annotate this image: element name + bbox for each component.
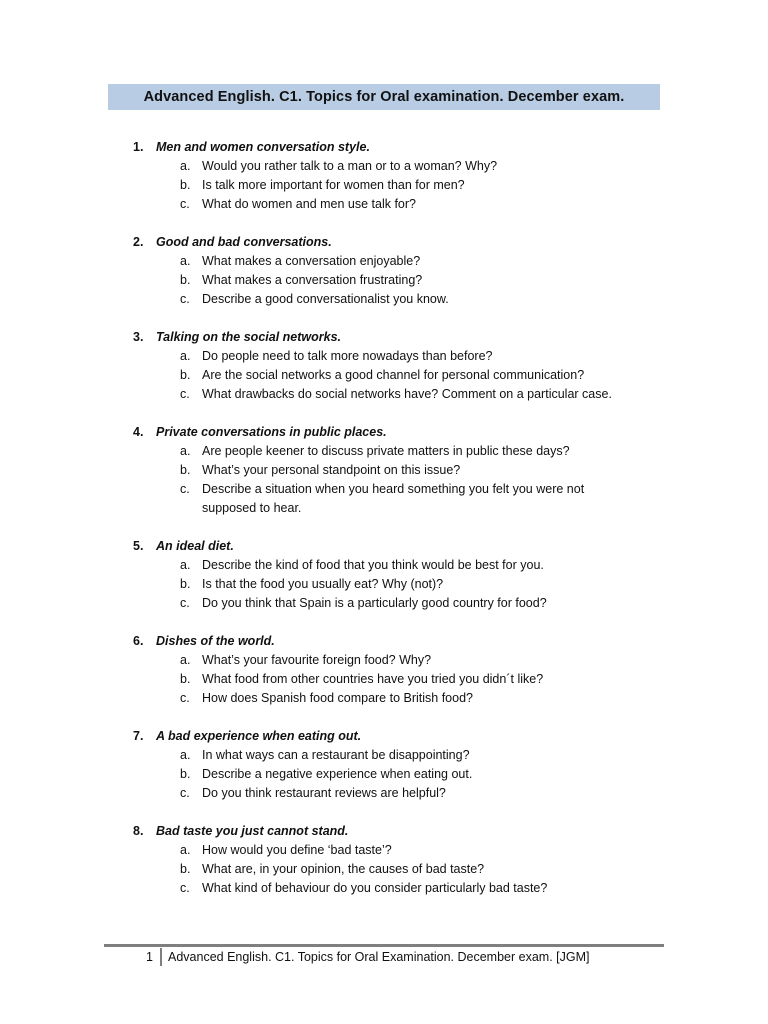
question-letter: b. xyxy=(180,672,191,686)
topic-item xyxy=(0,233,768,309)
document-title: Advanced English. C1. Topics for Oral examination. December exam. xyxy=(108,84,660,110)
question-item xyxy=(0,157,768,176)
question-letter: c. xyxy=(180,482,190,496)
topic-number: 7. xyxy=(133,729,144,743)
question-text: Do you think that Spain is a particularly good country for food? xyxy=(202,596,547,610)
question-letter: b. xyxy=(180,368,191,382)
question-letter: b. xyxy=(180,862,191,876)
question-letter: a. xyxy=(180,843,191,857)
question-text: Would you rather talk to a man or to a woman? Why? xyxy=(202,159,498,173)
question-letter: a. xyxy=(180,254,191,268)
question-item xyxy=(0,670,768,689)
question-item xyxy=(0,442,768,461)
question-text: What makes a conversation enjoyable? xyxy=(202,254,421,268)
topic-item xyxy=(0,423,768,518)
topic-title: An ideal diet. xyxy=(156,539,234,553)
question-text: What’s your personal standpoint on this issue? xyxy=(202,463,461,477)
question-text: Are the social networks a good channel for personal communication? xyxy=(202,368,585,382)
page-footer xyxy=(104,948,664,966)
question-letter: b. xyxy=(180,273,191,287)
question-item xyxy=(0,575,768,594)
question-item xyxy=(0,784,768,803)
question-text: Do you think restaurant reviews are helpful? xyxy=(202,786,446,800)
topic-number: 2. xyxy=(133,235,144,249)
question-text: Is talk more important for women than for men? xyxy=(202,178,465,192)
question-item xyxy=(0,461,768,480)
question-text: How does Spanish food compare to British food? xyxy=(202,691,473,705)
topic-list xyxy=(0,138,768,917)
question-text: What do women and men use talk for? xyxy=(202,197,417,211)
question-letter: a. xyxy=(180,444,191,458)
question-text: Describe a situation when you heard something you felt you were not supposed to hear. xyxy=(202,482,585,515)
question-letter: b. xyxy=(180,463,191,477)
question-letter: a. xyxy=(180,159,191,173)
question-item xyxy=(0,765,768,784)
topic-number: 8. xyxy=(133,824,144,838)
topic-item xyxy=(0,632,768,708)
question-list xyxy=(0,347,768,404)
question-letter: a. xyxy=(180,653,191,667)
question-item xyxy=(0,746,768,765)
question-list xyxy=(0,157,768,214)
footer-separator xyxy=(160,948,162,966)
question-item xyxy=(0,841,768,860)
topic-number: 3. xyxy=(133,330,144,344)
question-text: What makes a conversation frustrating? xyxy=(202,273,423,287)
question-text: Describe a good conversationalist you know. xyxy=(202,292,449,306)
topic-title: Talking on the social networks. xyxy=(156,330,341,344)
question-letter: c. xyxy=(180,881,190,895)
question-item xyxy=(0,594,768,613)
topic-title: Good and bad conversations. xyxy=(156,235,332,249)
question-item xyxy=(0,290,768,309)
topic-title: Bad taste you just cannot stand. xyxy=(156,824,349,838)
question-item xyxy=(0,651,768,670)
question-list xyxy=(0,841,768,898)
question-item xyxy=(0,879,768,898)
question-text: What are, in your opinion, the causes of bad taste? xyxy=(202,862,485,876)
footer-divider xyxy=(104,944,664,947)
question-text: What food from other countries have you tried you didn´t like? xyxy=(202,672,544,686)
topic-number: 4. xyxy=(133,425,144,439)
question-item xyxy=(0,385,768,404)
topic-item xyxy=(0,537,768,613)
question-text: In what ways can a restaurant be disappointing? xyxy=(202,748,470,762)
question-list xyxy=(0,252,768,309)
question-item xyxy=(0,556,768,575)
question-list xyxy=(0,651,768,708)
question-letter: b. xyxy=(180,577,191,591)
question-item xyxy=(0,271,768,290)
question-letter: a. xyxy=(180,558,191,572)
question-letter: c. xyxy=(180,387,190,401)
question-text: Describe a negative experience when eating out. xyxy=(202,767,473,781)
question-item xyxy=(0,860,768,879)
question-letter: a. xyxy=(180,349,191,363)
page-number: 1 xyxy=(146,950,153,964)
topic-title: Private conversations in public places. xyxy=(156,425,387,439)
question-text: Describe the kind of food that you think would be best for you. xyxy=(202,558,544,572)
question-item xyxy=(0,480,768,518)
question-item xyxy=(0,195,768,214)
question-item xyxy=(0,689,768,708)
question-list xyxy=(0,556,768,613)
topic-number: 5. xyxy=(133,539,144,553)
topic-item xyxy=(0,822,768,898)
topic-number: 1. xyxy=(133,140,144,154)
topic-title: Dishes of the world. xyxy=(156,634,275,648)
question-item xyxy=(0,347,768,366)
topic-number: 6. xyxy=(133,634,144,648)
question-text: What drawbacks do social networks have? Comment on a particular case. xyxy=(202,387,612,401)
topic-item xyxy=(0,328,768,404)
topic-item xyxy=(0,138,768,214)
question-letter: c. xyxy=(180,596,190,610)
question-letter: c. xyxy=(180,197,190,211)
question-letter: c. xyxy=(180,292,190,306)
question-text: Are people keener to discuss private matters in public these days? xyxy=(202,444,570,458)
question-text: What’s your favourite foreign food? Why? xyxy=(202,653,432,667)
question-list xyxy=(0,746,768,803)
question-letter: b. xyxy=(180,178,191,192)
question-letter: a. xyxy=(180,748,191,762)
question-letter: c. xyxy=(180,691,190,705)
question-text: Is that the food you usually eat? Why (not)? xyxy=(202,577,444,591)
question-text: How would you define ‘bad taste’? xyxy=(202,843,392,857)
topic-title: A bad experience when eating out. xyxy=(156,729,362,743)
question-item xyxy=(0,366,768,385)
question-list xyxy=(0,442,768,518)
footer-text: Advanced English. C1. Topics for Oral Examination. December exam. [JGM] xyxy=(168,950,590,964)
topic-title: Men and women conversation style. xyxy=(156,140,370,154)
question-letter: c. xyxy=(180,786,190,800)
question-text: Do people need to talk more nowadays than before? xyxy=(202,349,493,363)
question-item xyxy=(0,252,768,271)
topic-item xyxy=(0,727,768,803)
question-text: What kind of behaviour do you consider particularly bad taste? xyxy=(202,881,548,895)
question-letter: b. xyxy=(180,767,191,781)
question-item xyxy=(0,176,768,195)
